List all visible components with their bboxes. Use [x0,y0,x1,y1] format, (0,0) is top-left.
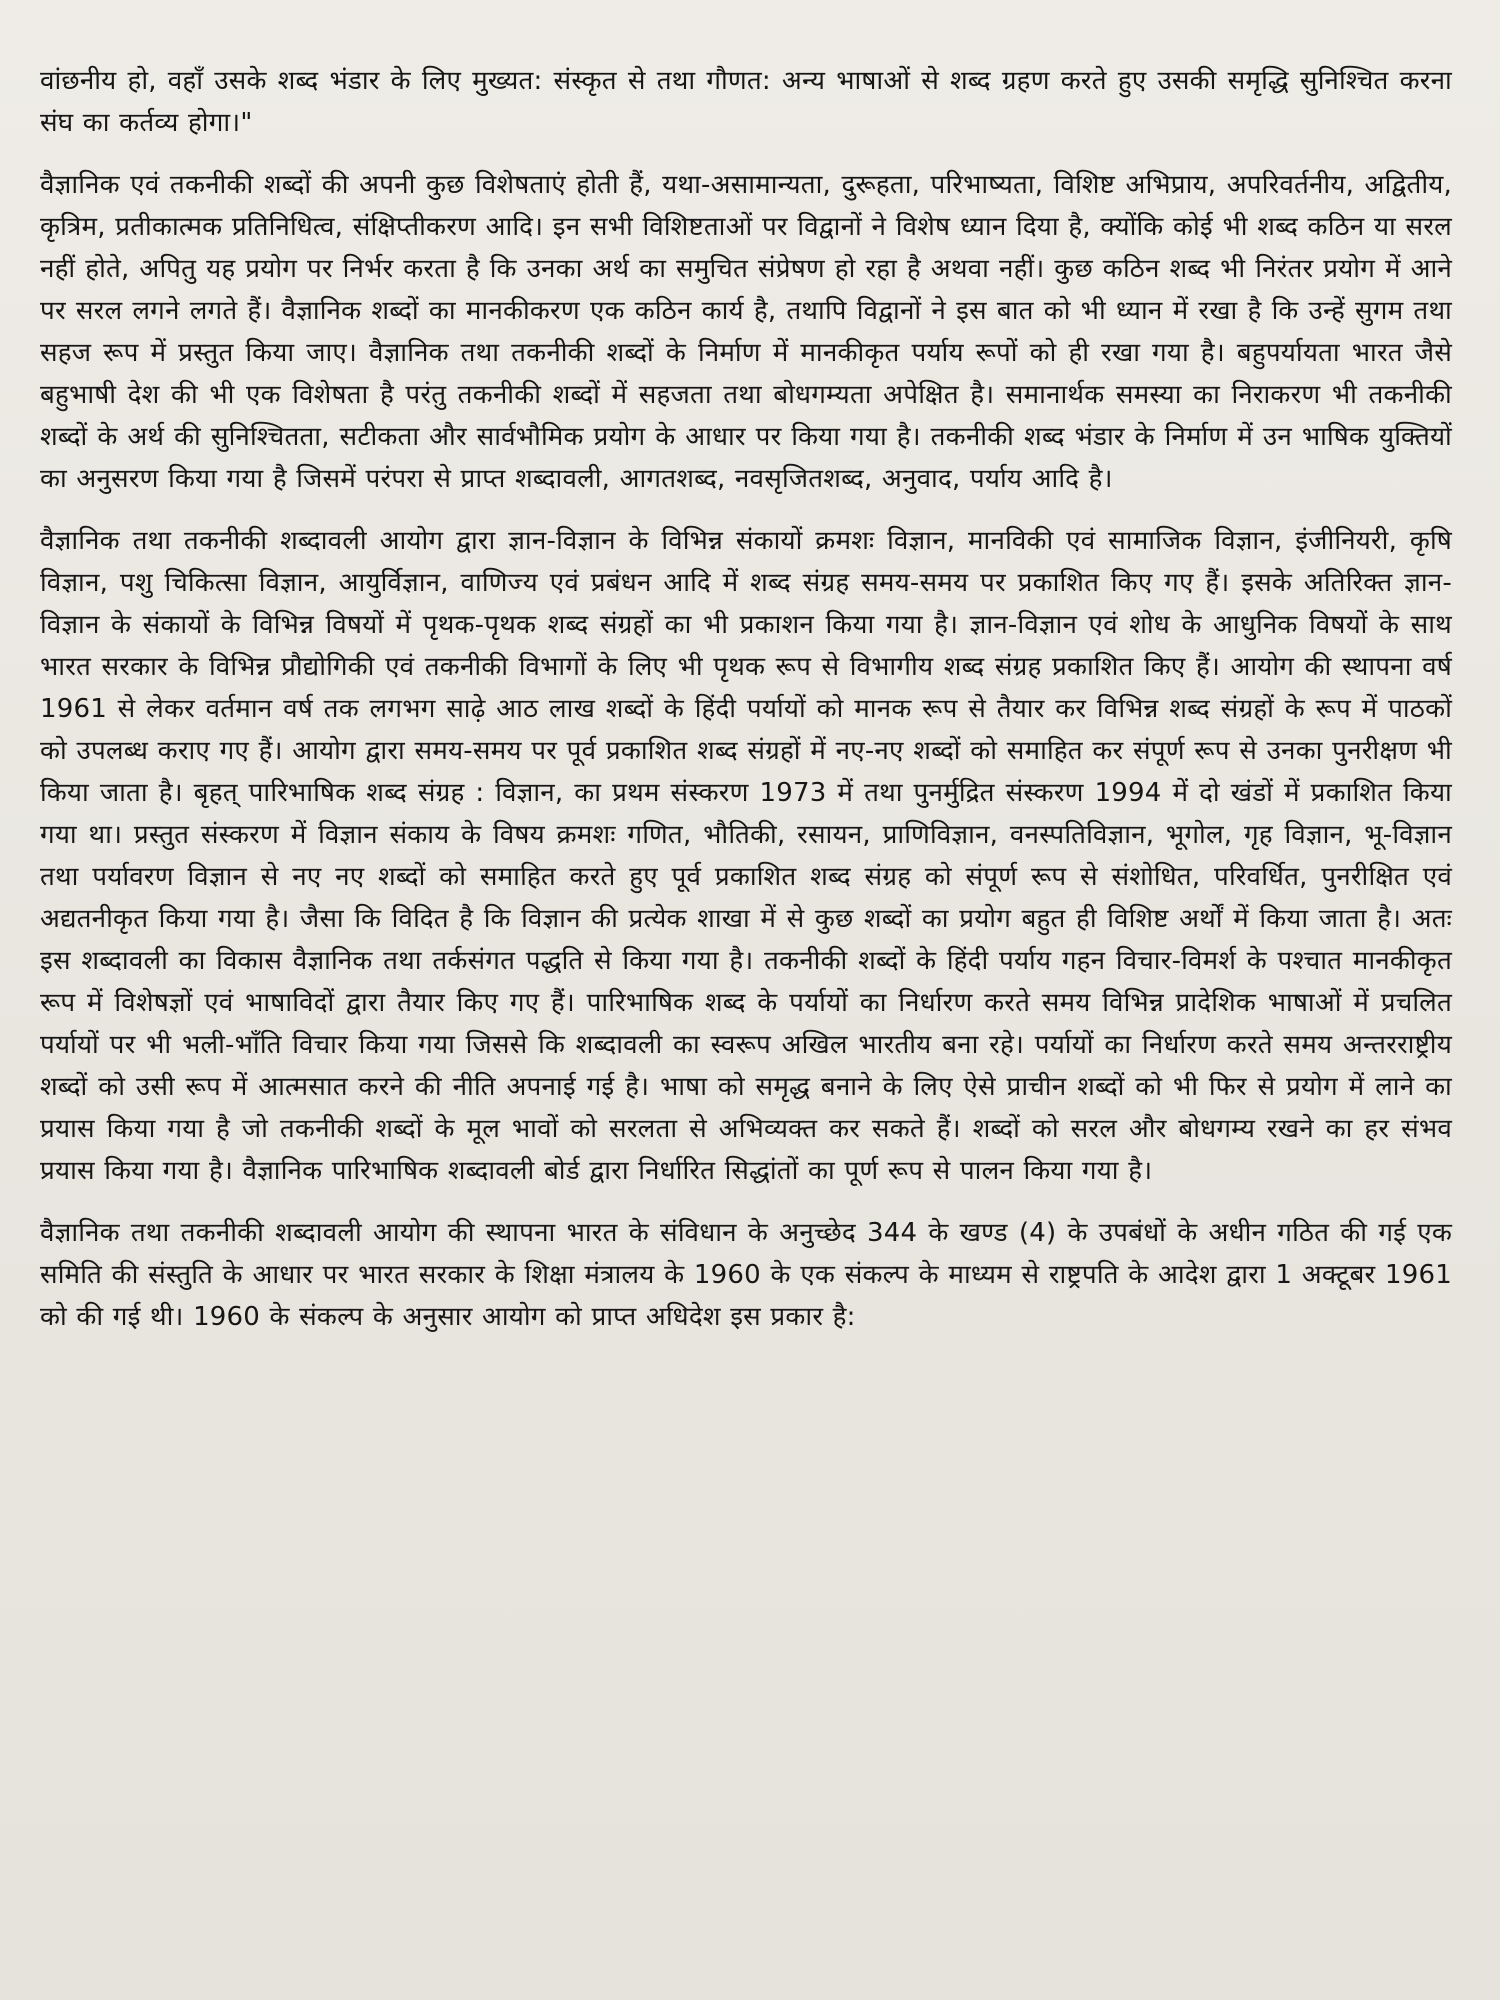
paragraph-commission-publications: वैज्ञानिक तथा तकनीकी शब्दावली आयोग द्वारा ज्ञान-विज्ञान के विभिन्न संकायों क्रमशः विज्ञान, मानविकी एवं सामाजिक विज्ञान, इंजीनियरी, कृषि विज्ञान, पशु चिकित्सा विज्ञान, आयुर्विज्ञान, वाणिज्य एवं प्रबंधन आदि में शब्द संग्रह समय-समय पर प्रकाशित किए गए हैं। इसके अतिरिक्त ज्ञान-विज्ञान के संकायों के विभिन्न विषयों में पृथक-पृथक शब्द संग्रहों का भी प्रकाशन किया गया है। ज्ञान-विज्ञान एवं शोध के आधुनिक विषयों के साथ भारत सरकार के विभिन्न प्रौद्योगिकी एवं तकनीकी विभागों के लिए भी पृथक रूप से विभागीय शब्द संग्रह प्रकाशित किए हैं। आयोग की स्थापना वर्ष 1961 से लेकर वर्तमान वर्ष तक लगभग साढ़े आठ लाख शब्दों के हिंदी पर्यायों को मानक रूप से तैयार कर विभिन्न शब्द संग्रहों के रूप में पाठकों को उपलब्ध कराए गए हैं। आयोग द्वारा समय-समय पर पूर्व प्रकाशित शब्द संग्रहों में नए-नए शब्दों को समाहित कर संपूर्ण रूप से उनका पुनरीक्षण भी किया जाता है। बृहत् पारिभाषिक शब्द संग्रह : विज्ञान, का प्रथम संस्करण 1973 में तथा पुनर्मुद्रित संस्करण 1994 में दो खंडों में प्रकाशित किया गया था। प्रस्तुत संस्करण में विज्ञान संकाय के विषय क्रमशः गणित, भौतिकी, रसायन, प्राणिविज्ञान, वनस्पतिविज्ञान, भूगोल, गृह विज्ञान, भू-विज्ञान तथा पर्यावरण विज्ञान से नए नए शब्दों को समाहित करते हुए पूर्व प्रकाशित शब्द संग्रह को संपूर्ण रूप से संशोधित, परिवर्धित, पुनरीक्षित एवं अद्यतनीकृत किया गया है। जैसा कि विदित है कि विज्ञान की प्रत्येक शाखा में से कुछ शब्दों का प्रयोग बहुत ही विशिष्ट अर्थों में किया जाता है। अतः इस शब्दावली का विकास वैज्ञानिक तथा तर्कसंगत पद्धति से किया गया है। तकनीकी शब्दों के हिंदी पर्याय गहन विचार-विमर्श के पश्चात मानकीकृत रूप में विशेषज्ञों एवं भाषाविदों द्वारा तैयार किए गए हैं। पारिभाषिक शब्द के पर्यायों का निर्धारण करते समय विभिन्न प्रादेशिक भाषाओं में प्रचलित पर्यायों पर भी भली-भाँति विचार किया गया जिससे कि शब्दावली का स्वरूप अखिल भारतीय बना रहे। पर्यायों का निर्धारण करते समय अन्तरराष्ट्रीय शब्दों को उसी रूप में आत्मसात करने की नीति अपनाई गई है। भाषा को समृद्ध बनाने के लिए ऐसे प्राचीन शब्दों को भी फिर से प्रयोग में लाने का प्रयास किया गया है जो तकनीकी शब्दों के मूल भावों को सरलता से अभिव्यक्त कर सकते हैं। शब्दों को सरल और बोधगम्य रखने का हर संभव प्रयास किया गया है। वैज्ञानिक पारिभाषिक शब्दावली बोर्ड द्वारा निर्धारित सिद्धांतों का पूर्ण रूप से पालन किया गया है। [40,526,1452,1186]
paragraph-quote-end: वांछनीय हो, वहाँ उसके शब्द भंडार के लिए मुख्यत: संस्कृत से तथा गौणत: अन्य भाषाओं से शब्द ग्रहण करते हुए उसकी समृद्धि सुनिश्चित करना संघ का कर्तव्य होगा।" [40,66,1452,138]
paragraph-commission-establishment: वैज्ञानिक तथा तकनीकी शब्दावली आयोग की स्थापना भारत के संविधान के अनुच्छेद 344 के खण्ड (4) के उपबंधों के अधीन गठित की गई एक समिति की संस्तुति के आधार पर भारत सरकार के शिक्षा मंत्रालय के 1960 के एक संकल्प के माध्यम से राष्ट्रपति के आदेश द्वारा 1 अक्टूबर 1961 को की गई थी। 1960 के संकल्प के अनुसार आयोग को प्राप्त अधिदेश इस प्रकार है: [40,1218,1452,1332]
paragraph-term-features: वैज्ञानिक एवं तकनीकी शब्दों की अपनी कुछ विशेषताएं होती हैं, यथा-असामान्यता, दुरूहता, परिभाष्यता, विशिष्ट अभिप्राय, अपरिवर्तनीय, अद्वितीय, कृत्रिम, प्रतीकात्मक प्रतिनिधित्व, संक्षिप्तीकरण आदि। इन सभी विशिष्टताओं पर विद्वानों ने विशेष ध्यान दिया है, क्योंकि कोई भी शब्द कठिन या सरल नहीं होते, अपितु यह प्रयोग पर निर्भर करता है कि उनका अर्थ का समुचित संप्रेषण हो रहा है अथवा नहीं। कुछ कठिन शब्द भी निरंतर प्रयोग में आने पर सरल लगने लगते हैं। वैज्ञानिक शब्दों का मानकीकरण एक कठिन कार्य है, तथापि विद्वानों ने इस बात को भी ध्यान में रखा है कि उन्हें सुगम तथा सहज रूप में प्रस्तुत किया जाए। वैज्ञानिक तथा तकनीकी शब्दों के निर्माण में मानकीकृत पर्याय रूपों को ही रखा गया है। बहुपर्यायता भारत जैसे बहुभाषी देश की भी एक विशेषता है परंतु तकनीकी शब्दों में सहजता तथा बोधगम्यता अपेक्षित है। समानार्थक समस्या का निराकरण भी तकनीकी शब्दों के अर्थ की सुनिश्चितता, सटीकता और सार्वभौमिक प्रयोग के आधार पर किया गया है। तकनीकी शब्द भंडार के निर्माण में उन भाषिक युक्तियों का अनुसरण किया गया है जिसमें परंपरा से प्राप्त शब्दावली, आगतशब्द, नवसृजितशब्द, अनुवाद, पर्याय आदि है। [40,170,1452,494]
